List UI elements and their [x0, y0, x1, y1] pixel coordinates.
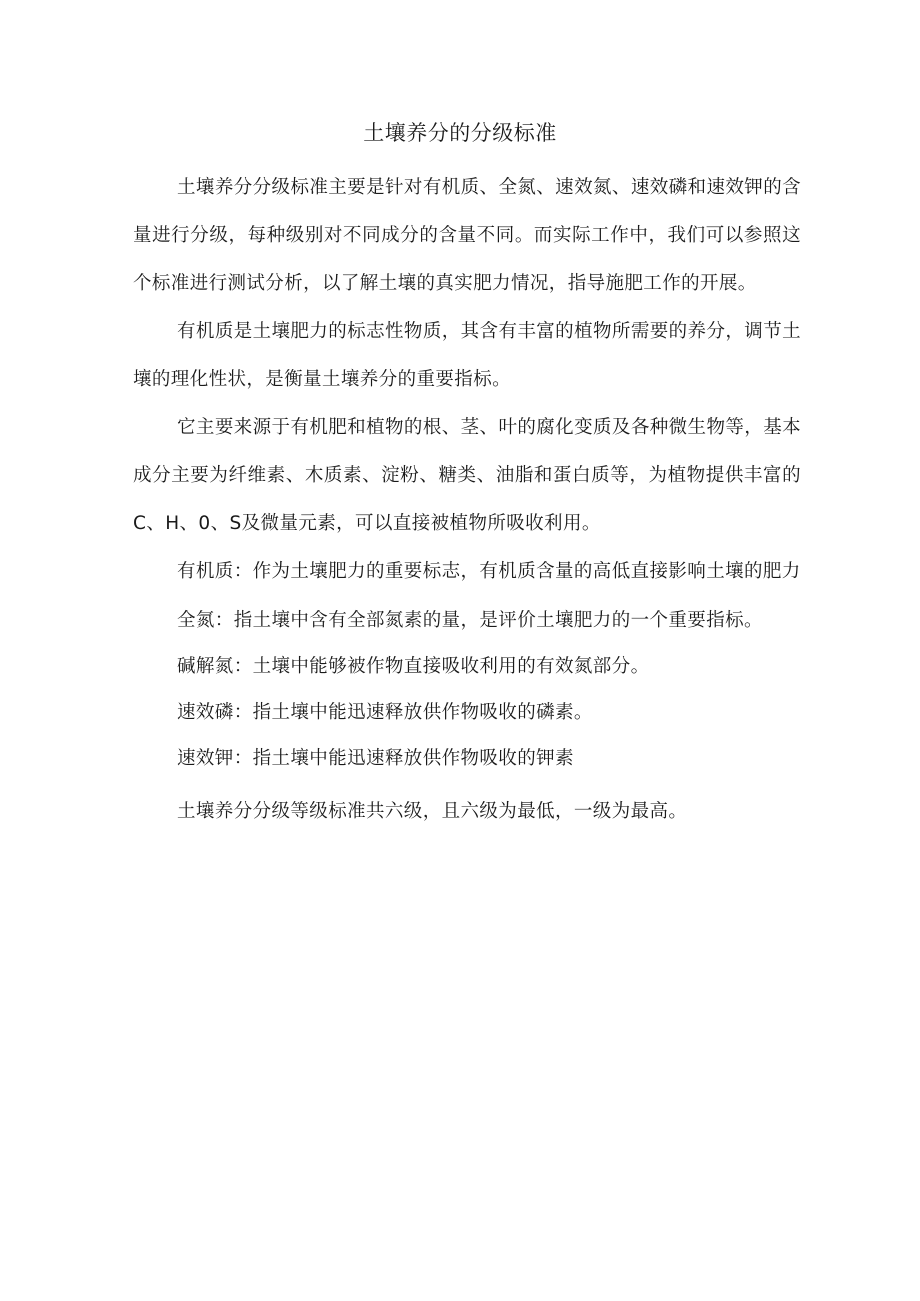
paragraph-organic-matter: 有机质是土壤肥力的标志性物质，其含有丰富的植物所需要的养分，调节土壤的理化性状，是衡量土壤养分的重要指标。 [133, 321, 801, 390]
document-title: 土壤养分的分级标准 [363, 121, 557, 145]
paragraph-grading-levels: 土壤养分分级等级标准共六级，且六级为最低，一级为最高。 [177, 801, 688, 822]
paragraph-def-phosphorus: 速效磷：指土壤中能迅速释放供作物吸收的磷素。 [177, 702, 593, 723]
paragraph-organic-source: 它主要来源于有机肥和植物的根、茎、叶的腐化变质及各种微生物等，基本成分主要为纤维素、木质素、淀粉、糖类、油脂和蛋白质等，为植物提供丰富的C、H、0、S及微量元素，可以直接被植物所吸收利用。 [133, 417, 801, 534]
paragraph-def-alkali-nitrogen: 碱解氮：土壤中能够被作物直接吸收利用的有效氮部分。 [177, 656, 650, 677]
paragraph-def-organic: 有机质：作为土壤肥力的重要标志，有机质含量的高低直接影响土壤的肥力 [177, 561, 801, 582]
document-body [133, 164, 801, 836]
paragraph-def-total-nitrogen: 全氮：指土壤中含有全部氮素的量，是评价土壤肥力的一个重要指标。 [177, 610, 763, 631]
paragraph-def-potassium: 速效钾：指土壤中能迅速释放供作物吸收的钾素 [177, 748, 574, 769]
paragraph-intro: 土壤养分分级标准主要是针对有机质、全氮、速效氮、速效磷和速效钾的含量进行分级，每种级别对不同成分的含量不同。而实际工作中，我们可以参照这个标准进行测试分析，以了解土壤的真实肥力情况，指导施肥工作的开展。 [133, 177, 801, 294]
